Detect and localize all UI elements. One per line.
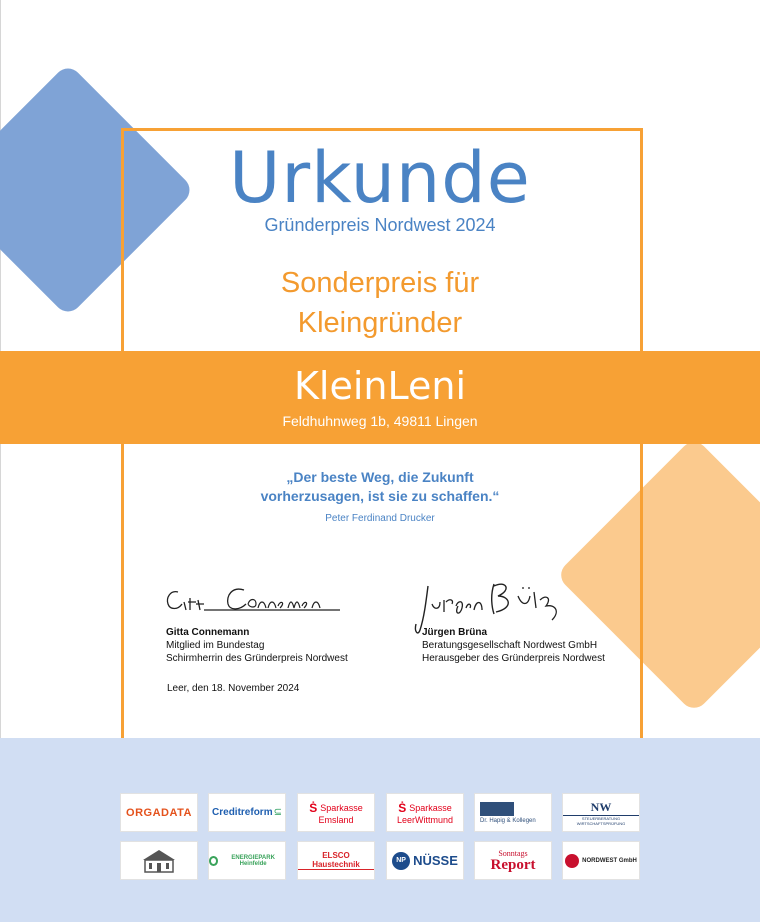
signatory-2-role-1: Beratungsgesellschaft Nordwest GmbH [422,640,598,651]
award-line-1: Sonderpreis für [280,267,480,299]
signatory-2 [422,626,605,665]
creditreform-logo [208,793,286,832]
building-icon [139,846,179,876]
orgadata-logo [120,793,198,832]
quote [0,468,760,506]
signature-connemann [164,584,344,616]
signatory-1-role-1: Mitglied im Bundestag [166,640,265,651]
elsco-text: ELSCO Haustechnik [298,851,374,870]
nuesse-text: NÜSSE [413,853,458,868]
certificate-subtitle: Gründerpreis Nordwest 2024 [264,215,496,235]
creditreform-icon: ⊆ [273,807,282,818]
nw-text: NW [590,799,612,814]
signatory-1-role-2: Schirmherrin des Gründerpreis Nordwest [166,653,348,664]
building-logo [120,841,198,880]
winner-name: KleinLeni [293,364,467,408]
signatory-2-role-2: Herausgeber des Gründerpreis Nordwest [422,653,605,664]
sonntagsreport-line1: Sonntags [498,848,528,858]
orgadata-text: ORGADATA [126,806,192,819]
sparkasse-icon: Ṡ [309,800,318,815]
sparkasse-emsland-line1: Sparkasse [320,802,363,813]
creditreform-text: Creditreform [212,807,273,818]
energiepark-text: ENERGIEPARK Heinfelde [231,854,275,867]
signatory-1 [166,626,348,665]
quote-line-1: „Der beste Weg, die Zukunft [286,469,474,485]
sparkasse-leerwittmund-line1: Sparkasse [409,802,452,813]
sparkasse-emsland-line2: Emsland [318,814,354,825]
beratungsgesellschaft-logo [562,841,640,880]
nuesse-icon: NP [392,852,410,870]
winner-address: Feldhuhnweg 1b, 49811 Lingen [282,413,478,429]
sponsor-area [0,738,760,922]
quote-line-2: vorherzusagen, ist sie zu schaffen.“ [260,488,500,504]
nuesse-logo [386,841,464,880]
energiepark-icon [209,856,218,866]
beratungsgesellschaft-text: NORDWEST GmbH [582,857,637,864]
sparkasse-emsland-row [309,801,363,815]
signatory-1-name: Gitta Connemann [166,627,250,638]
beratungsgesellschaft-icon [565,854,579,868]
elsco-logo [297,841,375,880]
hapig-mark [480,802,514,816]
sparkasse-leerwittmund-logo [386,793,464,832]
sparkasse-icon: Ṡ [398,800,407,815]
sonntagsreport-line2: Report [490,856,536,873]
sparkasse-leerwittmund-line2: LeerWittmund [396,814,454,825]
certificate-title: Urkunde [229,137,531,219]
nw-logo [562,793,640,832]
date-line: Leer, den 18. November 2024 [167,683,300,694]
quote-author: Peter Ferdinand Drucker [325,513,435,524]
hapig-text: Dr. Hapig & Kollegen [480,817,536,824]
sparkasse-emsland-logo [297,793,375,832]
signatory-2-name: Jürgen Brüna [422,627,488,638]
sonntagsreport-logo [474,841,552,880]
energiepark-logo [208,841,286,880]
sparkasse-leerwittmund-row [398,801,452,815]
nw-subtext: STEUERBERATUNG WIRTSCHAFTSPRÜFUNG [563,815,639,826]
award-category [0,263,760,343]
hapig-logo [474,793,552,832]
award-line-2: Kleingründer [297,307,463,339]
